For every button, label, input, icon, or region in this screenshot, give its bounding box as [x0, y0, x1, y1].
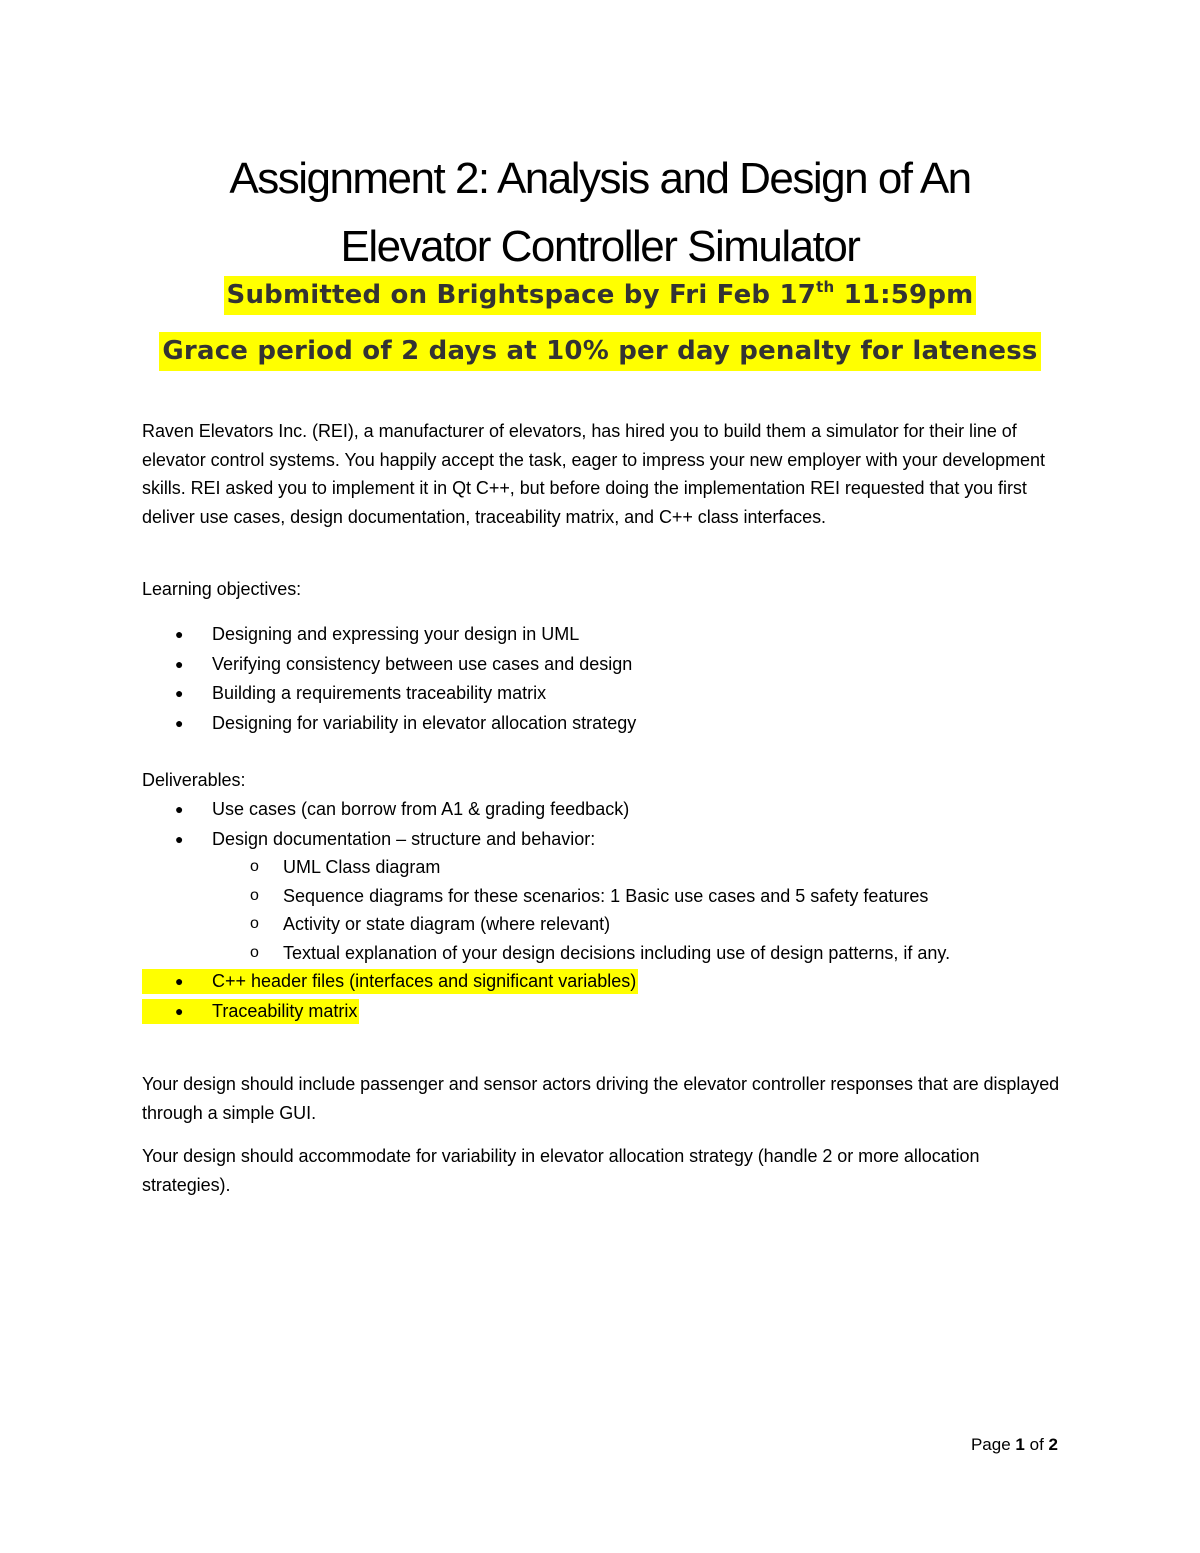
- learning-objectives-heading: Learning objectives:: [142, 579, 302, 599]
- list-item: [142, 795, 629, 825]
- highlight: [142, 969, 638, 994]
- list-item: [142, 650, 636, 680]
- bullet-icon: ●: [175, 685, 184, 702]
- circle-bullet-icon: o: [250, 915, 259, 932]
- page-total: 2: [1048, 1435, 1058, 1454]
- intro-paragraph: Raven Elevators Inc. (REI), a manufacturer of elevators, has hired you to build them a simulator for their line of elevator control systems. You happily accept the task, eager to impress your new employer with your development skills. REI asked you to implement it in Qt C++, but before doing the implementation REI requested that you first deliver use cases, design documentation, traceability matrix, and C++ class interfaces.: [142, 421, 1045, 528]
- bullet-icon: ●: [175, 1002, 184, 1019]
- list-item: [142, 709, 636, 739]
- highlighted-list-item-text: Traceability matrix: [212, 1000, 358, 1021]
- bullet-icon: ●: [175, 973, 184, 989]
- list-item-text: Use cases (can borrow from A1 & grading feedback): [212, 799, 630, 819]
- highlighted-list-item: [142, 967, 638, 997]
- submission-deadline-banner: [0, 278, 1200, 310]
- title-line-2: Elevator Controller Simulator: [340, 222, 860, 271]
- sub-list-item-text: Sequence diagrams for these scenarios: 1 Basic use cases and 5 safety features: [283, 885, 929, 906]
- circle-bullet-icon: o: [250, 886, 259, 904]
- bullet-icon: ●: [175, 626, 184, 642]
- design-paragraph-actors: Your design should include passenger and sensor actors driving the elevator controller responses that are displayed through a simple GUI.: [142, 1074, 1060, 1123]
- list-item-text: Building a requirements traceability matrix: [212, 683, 547, 704]
- circle-bullet-icon: o: [250, 943, 259, 961]
- sub-list-item: [142, 853, 950, 882]
- list-item-text: Designing and expressing your design in UML: [212, 624, 580, 644]
- design-paragraph-variability: Your design should accommodate for variability in elevator allocation strategy (handle 2 or more allocation strategies).: [142, 1146, 980, 1195]
- bullet-icon: ●: [175, 655, 184, 672]
- list-item-text: Verifying consistency between use cases and design: [212, 653, 633, 674]
- page-number: 1: [1015, 1435, 1025, 1454]
- submission-deadline-sup: th: [816, 278, 835, 296]
- highlighted-list-item-text: C++ header files (interfaces and significant variables): [212, 971, 637, 991]
- list-item-text: Designing for variability in elevator allocation strategy: [212, 713, 637, 734]
- grace-period-banner: [0, 338, 1200, 364]
- submission-deadline-text: Submitted on Brightspace by Fri Feb 17: [226, 280, 817, 310]
- page-number-footer: [971, 1434, 1058, 1456]
- list-item: [142, 825, 629, 855]
- sub-list-item-text: UML Class diagram: [283, 857, 441, 877]
- highlighted-list-item: [142, 997, 638, 1027]
- list-item: [142, 620, 636, 650]
- grace-period-text: Grace period of 2 days at 10% per day penalty for lateness: [159, 332, 1040, 371]
- sub-list-item: [142, 910, 950, 939]
- learning-objectives-list: [142, 620, 636, 739]
- list-item: [142, 679, 636, 709]
- deliverables-list: [142, 795, 629, 854]
- bullet-icon: ●: [175, 715, 184, 732]
- design-documentation-sublist: [142, 853, 950, 967]
- circle-bullet-icon: o: [250, 858, 259, 875]
- list-item-text: Design documentation – structure and behavior:: [212, 828, 596, 849]
- of-label: of: [1029, 1435, 1044, 1454]
- bullet-icon: ●: [175, 801, 184, 817]
- bullet-icon: ●: [175, 830, 184, 847]
- highlight: [142, 999, 359, 1024]
- sub-list-item-text: Textual explanation of your design decisions including use of design patterns, if any.: [283, 942, 951, 963]
- highlighted-deliverables-list: [142, 967, 638, 1026]
- sub-list-item-text: Activity or state diagram (where relevant): [283, 914, 611, 934]
- sub-list-item: [142, 882, 950, 911]
- submission-deadline-highlight: [224, 276, 977, 315]
- sub-list-item: [142, 939, 950, 968]
- submission-deadline-time: 11:59pm: [834, 280, 974, 310]
- title-line-1: Assignment 2: Analysis and Design of An: [229, 154, 971, 203]
- page-label: Page: [970, 1435, 1011, 1454]
- deliverables-heading: Deliverables:: [142, 770, 246, 790]
